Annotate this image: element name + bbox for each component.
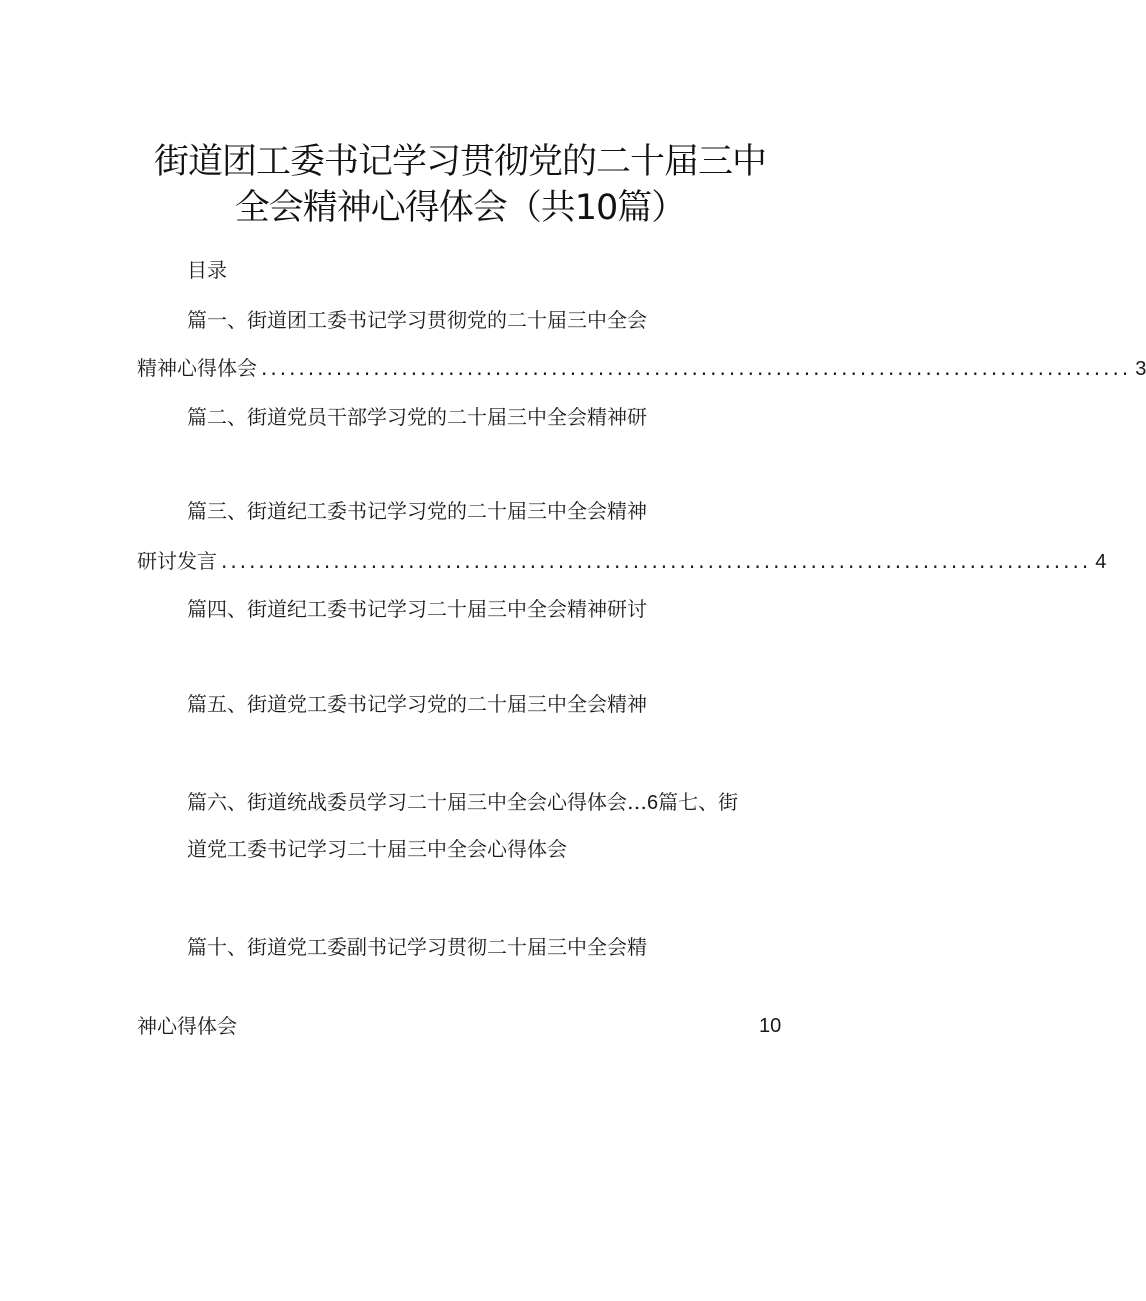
toc-entry-5-line-1[interactable]: 篇五、街道党工委书记学习党的二十届三中全会精神 [187,692,647,716]
document-title-line-2: 全会精神心得体会（共10篇） [234,188,686,228]
toc-entry-6-line-1[interactable] [187,789,738,816]
toc-leader-dots: ............................................................................................. [261,356,1132,380]
toc-entry-6-title: 篇六、街道统战委员学习二十届三中全会心得体会… [187,790,647,814]
toc-entry-7-line-2[interactable]: 道党工委书记学习二十届三中全会心得体会 [187,837,567,861]
toc-entry-1-line-1[interactable]: 篇一、街道团工委书记学习贯彻党的二十届三中全会 [187,308,647,332]
toc-entry-10-line-2[interactable]: 神心得体会 [137,1014,237,1038]
toc-entry-1-line-2[interactable] [137,355,1146,382]
toc-entry-10-line-1[interactable]: 篇十、街道党工委副书记学习贯彻二十届三中全会精 [187,935,647,959]
toc-entry-1-page: 3 [1135,358,1146,380]
toc-entry-4-line-1[interactable]: 篇四、街道纪工委书记学习二十届三中全会精神研讨 [187,597,647,621]
toc-entry-6-page: 6 [647,792,659,814]
toc-entry-10-page: 10 [759,1015,782,1037]
toc-entry-1-title-cont: 精神心得体会 [137,356,257,380]
toc-entry-3-line-1[interactable]: 篇三、街道纪工委书记学习党的二十届三中全会精神 [187,499,647,523]
toc-entry-2-line-1[interactable]: 篇二、街道党员干部学习党的二十届三中全会精神研 [187,405,647,429]
toc-heading: 目录 [187,258,227,282]
toc-leader-dots: ............................................................................................. [221,549,1092,573]
toc-entry-7-title-start: 篇七、街 [658,790,739,814]
toc-entry-3-title-cont: 研讨发言 [137,549,217,573]
toc-entry-3-line-2[interactable] [137,548,1107,575]
toc-entry-3-page: 4 [1095,551,1107,573]
document-title-line-1: 街道团工委书记学习贯彻党的二十届三中 [153,142,766,182]
